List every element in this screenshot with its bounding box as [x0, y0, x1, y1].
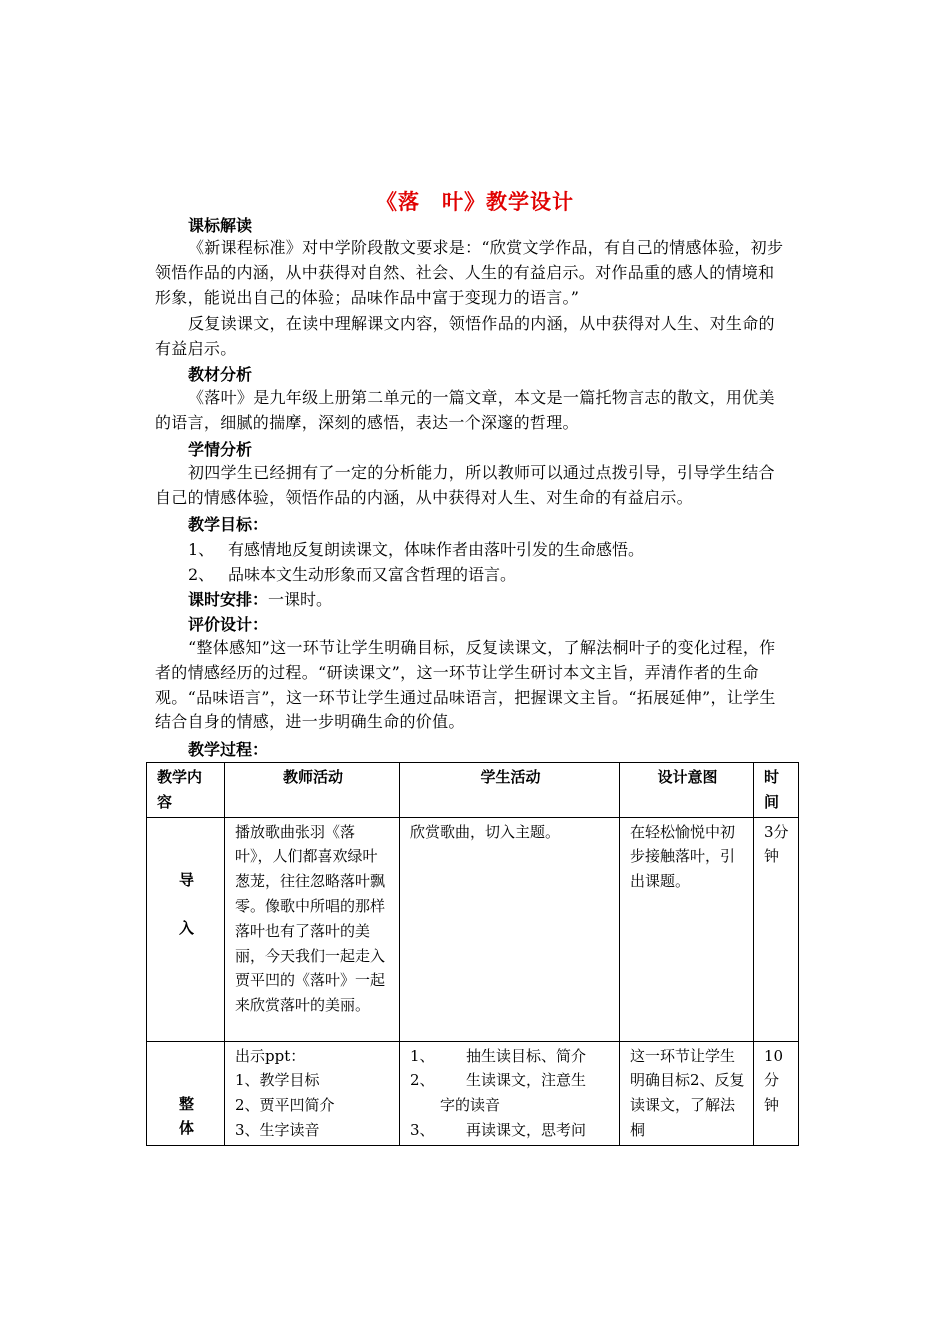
section-heading-textbook: 教材分析	[188, 365, 253, 384]
header-teacher: 教师活动	[225, 763, 400, 818]
lesson-process-table	[146, 762, 799, 1146]
student-activity-cell	[400, 1041, 620, 1145]
goal-number: 2、	[188, 565, 215, 584]
segment-char: 体	[178, 1119, 194, 1138]
teacher-line: 1、教学目标	[235, 1071, 320, 1090]
section-heading-standard: 课标解读	[188, 216, 253, 235]
segment-cell	[147, 817, 225, 1041]
student-item	[410, 1068, 611, 1093]
teacher-activity-cell	[225, 1041, 400, 1145]
students-paragraph: 初四学生已经拥有了一定的分析能力，所以教师可以通过点拨引导，引导学生结合自己的情感体验，领悟作品的内涵，从中获得对人生、对生命的有益启示。	[155, 463, 775, 507]
time-cell: 3分钟	[754, 817, 799, 1041]
student-item-number: 1、	[410, 1046, 435, 1065]
goal-text: 品味本文生动形象而又富含哲理的语言。	[228, 565, 517, 584]
student-item	[410, 1044, 611, 1069]
header-time: 时间	[754, 763, 799, 818]
design-intent-cell: 在轻松愉悦中初步接触落叶，引出课题。	[620, 817, 754, 1041]
table-header-row	[147, 763, 799, 818]
goal-item-2	[188, 562, 516, 585]
goal-text: 有感情地反复朗读课文，体味作者由落叶引发的生命感悟。	[228, 540, 645, 559]
segment-cell	[147, 1041, 225, 1145]
evaluation-paragraph: “整体感知”这一环节让学生明确目标，反复读课文，了解法桐叶子的变化过程，作者的情感经历的过程。“研读课文”，这一环节让学生研讨本文主旨，弄清作者的生命观。“品味语言”，这一环节让学生通过品味语言，把握课文主旨。“拓展延伸”，让学生结合自身的情感，进一步明确生命的价值。	[155, 638, 776, 732]
section-heading-schedule: 课时安排：	[188, 590, 269, 609]
header-intent: 设计意图	[620, 763, 754, 818]
student-activity-cell: 欣赏歌曲，切入主题。	[400, 817, 620, 1041]
header-segment: 教学内容	[147, 763, 225, 818]
design-intent-cell: 这一环节让学生明确目标2、反复读课文，了解法桐	[620, 1041, 754, 1145]
teacher-line: 3、生字读音	[235, 1120, 320, 1139]
table-row	[147, 1041, 799, 1145]
student-item-number: 3、	[410, 1120, 435, 1139]
goal-number: 1、	[188, 540, 215, 559]
standard-paragraph-1: 《新课程标准》对中学阶段散文要求是：“欣赏文学作品，有自己的情感体验，初步领悟作品的内涵，从中获得对自然、社会、人生的有益启示。对作品重的感人的情境和形象，能说出自己的体验；品味作品中富于变现力的语言。”	[155, 238, 784, 307]
document-title: 《落 叶》教学设计	[376, 190, 574, 214]
student-item-text: 生读课文，注意生	[466, 1071, 587, 1090]
time-cell: 10分钟	[754, 1041, 799, 1145]
segment-char: 整	[178, 1094, 194, 1113]
student-item	[410, 1118, 611, 1143]
teacher-line: 2、贾平凹简介	[235, 1096, 335, 1115]
textbook-paragraph: 《落叶》是九年级上册第二单元的一篇文章，本文是一篇托物言志的散文，用优美的语言，细腻的揣摩，深刻的感悟，表达一个深邃的哲理。	[155, 388, 775, 432]
header-student: 学生活动	[400, 763, 620, 818]
section-heading-process: 教学过程：	[188, 740, 269, 759]
schedule-line	[188, 587, 332, 610]
student-item-continuation: 字的读音	[440, 1096, 501, 1115]
section-heading-evaluation: 评价设计：	[188, 615, 269, 634]
section-heading-students: 学情分析	[188, 440, 253, 459]
segment-char: 导	[178, 870, 194, 889]
student-item-text: 抽生读目标、简介	[466, 1046, 587, 1065]
segment-char: 入	[178, 919, 194, 938]
student-item-text: 再读课文，思考问	[466, 1120, 587, 1139]
teacher-line: 出示ppt：	[235, 1046, 306, 1065]
goal-item-1	[188, 537, 644, 560]
table-row	[147, 817, 799, 1041]
schedule-value: 一课时。	[268, 590, 333, 609]
section-heading-goals: 教学目标：	[188, 515, 269, 534]
teacher-activity-cell: 播放歌曲张羽《落叶》，人们都喜欢绿叶葱茏，往往忽略落叶飘零。像歌中所唱的那样落叶也有了落叶的美丽，今天我们一起走入贾平凹的《落叶》一起来欣赏落叶的美丽。	[225, 817, 400, 1041]
student-item-number: 2、	[410, 1071, 435, 1090]
standard-paragraph-2: 反复读课文，在读中理解课文内容，领悟作品的内涵，从中获得对人生、对生命的有益启示。	[155, 314, 775, 358]
